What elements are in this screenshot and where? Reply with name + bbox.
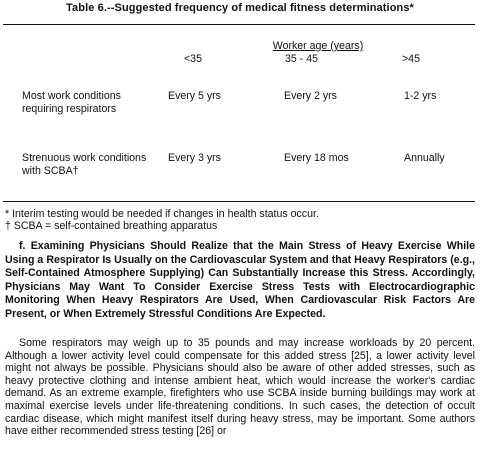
age-group-header: Worker age (years) <box>272 40 364 52</box>
column-header-35-45: 35 - 45 <box>285 53 318 65</box>
table-title: Table 6.--Suggested frequency of medical fitness determinations* <box>66 2 414 14</box>
table-cell: Every 5 yrs <box>168 90 221 102</box>
section-heading: f. Examining Physicians Should Realize that the Main Stress of Heavy Exercise While Using a Respirator Is Usually on the Cardiovascular System and that Heavy Respirators (e.g., Self-Contained Atmosphere Supplying) Can Substantially Increase this Stress. Accordingly, Physicians May Want To Consider Exercise Stress Tests with Electrocardiographic Monitoring When Heavy Respirators Are Used, When Cardiovascular Risk Factors Are Present, or When Extremely Stressful Conditions Are Expected. <box>5 240 475 320</box>
row-label-strenuous-work: Strenuous work conditions with SCBA† <box>22 152 147 177</box>
table-bottom-rule <box>3 201 475 202</box>
table-cell: Annually <box>404 152 445 164</box>
row-label-most-work: Most work conditions requiring respirators <box>22 90 121 115</box>
footnote-scba-definition: † SCBA = self-contained breathing apparatus <box>5 220 218 232</box>
table-cell: 1-2 yrs <box>404 90 437 102</box>
table-cell: Every 3 yrs <box>168 152 221 164</box>
table-cell: Every 18 mos <box>284 152 349 164</box>
footnote-interim-testing: * Interim testing would be needed if changes in health status occur. <box>5 208 319 220</box>
column-header-under-35: <35 <box>184 53 202 65</box>
table-cell: Every 2 yrs <box>284 90 337 102</box>
body-paragraph: Some respirators may weigh up to 35 pounds and may increase workloads by 20 percent. Although a lower activity level could compensate for this added stress [25], a lower activity level might not always be possible. Physicians should also be aware of other added stresses, such as heavy protective clothing and intense ambient heat, which would increase the worker's cardiac demand. As an extreme example, firefighters who use SCBA inside burning buildings may work at maximal exercise levels under life-threatening conditions. In such cases, the detection of occult cardiac disease, which might manifest itself during heavy stress, may be important. Some authors have either recommended stress testing [26] or <box>5 337 475 438</box>
table-top-rule <box>3 24 475 25</box>
column-header-over-45: >45 <box>402 53 420 65</box>
